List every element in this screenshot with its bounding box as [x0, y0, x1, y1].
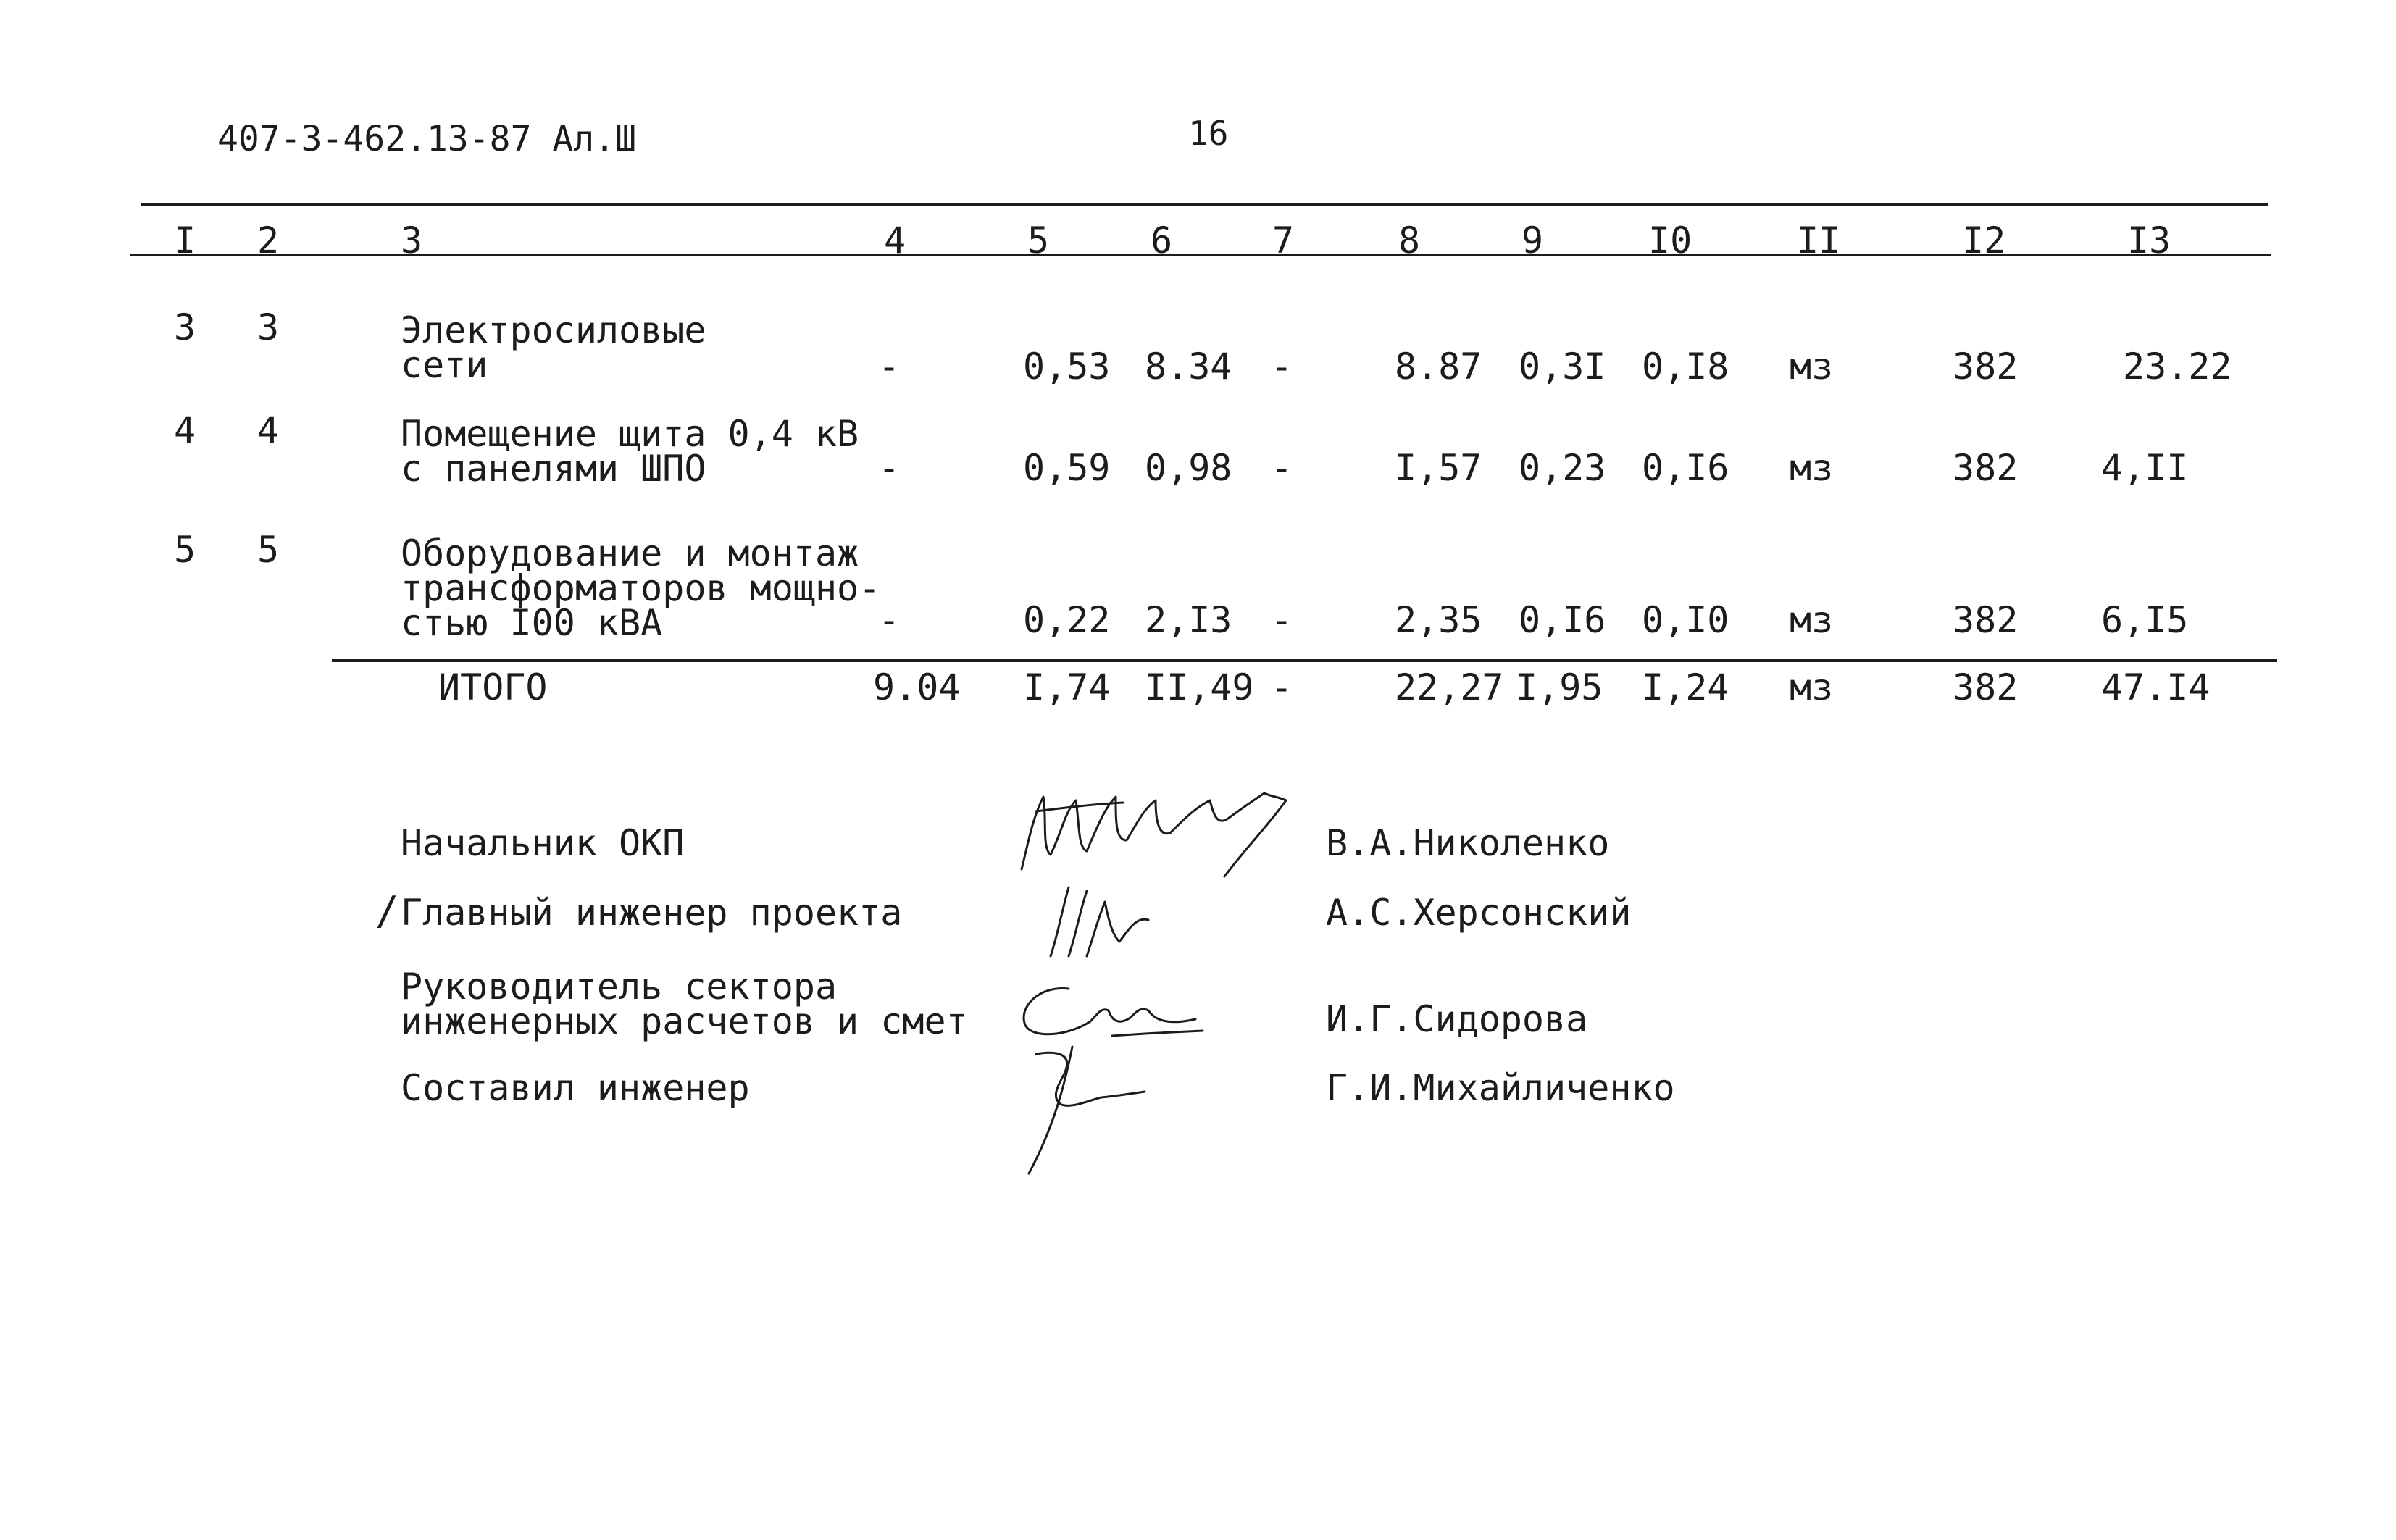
cell: 47.I4 — [2101, 666, 2211, 708]
cell: 382 — [1953, 599, 2019, 641]
signatory-title: Начальник ОКП — [401, 822, 685, 864]
cell: II,49 — [1145, 666, 1254, 708]
page-number: 16 — [1188, 116, 1229, 146]
cell: I,57 — [1395, 447, 1482, 489]
column-header: I0 — [1648, 219, 1692, 261]
signatory-name: А.С.Херсонский — [1326, 892, 1632, 934]
column-header: 8 — [1398, 219, 1421, 261]
cell: мз — [1790, 346, 1834, 388]
signature-1 — [1007, 768, 1311, 891]
cell: 2,I3 — [1145, 599, 1232, 641]
column-header: 6 — [1151, 219, 1173, 261]
column-header: 9 — [1521, 219, 1544, 261]
column-header: 5 — [1027, 219, 1050, 261]
cell: 9.04 — [873, 666, 961, 708]
cell: 8.87 — [1395, 346, 1482, 388]
cell: 0,59 — [1023, 447, 1111, 489]
cell: 4,II — [2101, 447, 2189, 489]
signatory-title: Составил инженер — [401, 1067, 750, 1109]
cell: 0,23 — [1519, 447, 1606, 489]
cell: I,74 — [1023, 666, 1111, 708]
cell: 382 — [1953, 346, 2019, 388]
cell: мз — [1790, 447, 1834, 489]
column-header: 4 — [884, 219, 906, 261]
row-code: 5 — [257, 529, 280, 571]
cell: 0,3I — [1519, 346, 1606, 388]
cell: 22,27 — [1395, 666, 1504, 708]
row-name: Оборудование и монтаж трансформаторов мощно- стью I00 кВА — [401, 532, 881, 644]
cell: мз — [1790, 666, 1834, 708]
cell: 2,35 — [1395, 599, 1482, 641]
cell: 0,I8 — [1642, 346, 1729, 388]
cell: 0,53 — [1023, 346, 1111, 388]
cell: 0,I6 — [1519, 599, 1606, 641]
cell: мз — [1790, 599, 1834, 641]
cell: 0,22 — [1023, 599, 1111, 641]
signatory-name: В.А.Николенко — [1326, 822, 1610, 864]
cell: 0,I0 — [1642, 599, 1729, 641]
column-header: 3 — [401, 219, 423, 261]
cell: 23.22 — [2123, 346, 2232, 388]
signature-2 — [1029, 876, 1203, 971]
cell: I,24 — [1642, 666, 1729, 708]
cell: 0,98 — [1145, 447, 1232, 489]
row-code: 4 — [257, 409, 280, 451]
cell: - — [1271, 346, 1293, 388]
column-header: I3 — [2127, 219, 2171, 261]
row-name: Помещение щита 0,4 кВ с панелями ШПО — [401, 413, 859, 490]
row-code: 3 — [257, 306, 280, 348]
header-bottom-rule — [130, 254, 2271, 256]
column-header: 7 — [1272, 219, 1295, 261]
row-number: 4 — [174, 409, 196, 451]
total-label: ИТОГО — [438, 666, 548, 708]
column-header: 2 — [257, 219, 280, 261]
signature-4 — [1007, 1032, 1181, 1184]
cell: - — [1271, 447, 1293, 489]
cell: 8.34 — [1145, 346, 1232, 388]
cell: I,95 — [1516, 666, 1603, 708]
row-number: 5 — [174, 529, 196, 571]
row-name: Электросиловые сети — [401, 309, 706, 386]
total-rule — [332, 659, 2277, 662]
column-header: I2 — [1962, 219, 2006, 261]
document-code: 407-3-462.13-87 Ал.Ш — [217, 119, 636, 159]
margin-mark: / — [375, 888, 399, 934]
signatory-title: Руководитель сектора инженерных расчетов и смет — [401, 966, 968, 1042]
cell: - — [878, 346, 901, 388]
column-header: II — [1797, 219, 1841, 261]
signatory-name: И.Г.Сидорова — [1326, 998, 1588, 1040]
table-top-rule — [141, 203, 2268, 206]
column-header: I — [174, 219, 196, 261]
cell: - — [1271, 599, 1293, 641]
cell: 382 — [1953, 447, 2019, 489]
cell: - — [878, 599, 901, 641]
cell: 6,I5 — [2101, 599, 2189, 641]
cell: - — [1271, 666, 1293, 708]
cell: 0,I6 — [1642, 447, 1729, 489]
signatory-name: Г.И.Михайличенко — [1326, 1067, 1675, 1109]
row-number: 3 — [174, 306, 196, 348]
cell: 382 — [1953, 666, 2019, 708]
signatory-title: Главный инженер проекта — [401, 892, 903, 934]
cell: - — [878, 447, 901, 489]
